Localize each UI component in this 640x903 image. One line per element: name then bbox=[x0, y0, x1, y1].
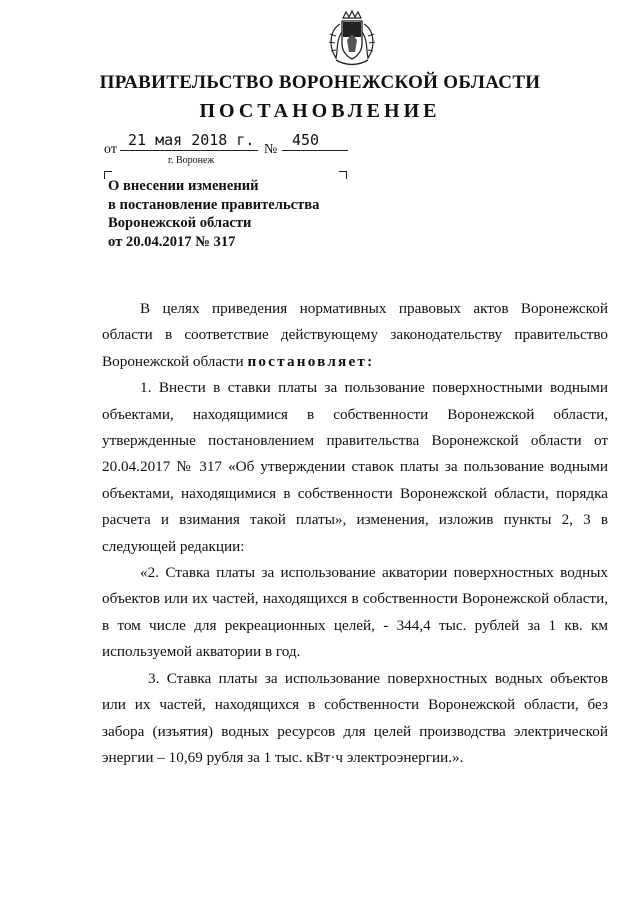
item-2-paragraph: «2. Ставка платы за использование акватории поверхностных водных объектов или их частей, находящихся в собственности Воронежской области, в том числе для рекреационных целей, - 344,4 тыс. рублей за 1 кв. км используемой акватории в год. bbox=[102, 564, 608, 661]
city-label: г. Воронеж bbox=[168, 155, 215, 166]
bracket-right bbox=[339, 171, 347, 179]
number-value: 450 bbox=[292, 131, 320, 149]
subject-line: О внесении изменений bbox=[108, 178, 259, 194]
item-3-paragraph: 3. Ставка платы за использование поверхностных водных объектов или их частей, находящихся в собственности Воронежской области, без забора (изъятия) водных ресурсов для целей производства электрической энергии – 10,69 рубля за 1 тыс. кВт·ч электроэнергии.». bbox=[102, 669, 608, 766]
document-body bbox=[102, 296, 608, 771]
item-1-paragraph: 1. Внести в ставки платы за пользование поверхностными водными объектами, находящимися в собственности Воронежской области, утвержденные постановлением правительства Воронежской области от 20.04.2017 № 317 «Об утверждении ставок платы за пользование водными объектами, находящимися в собственности Воронежской области, порядка расчета и взимания такой платы», изменения, изложив пункты 2, 3 в следующей редакции: bbox=[102, 379, 608, 555]
subject-line: от 20.04.2017 № 317 bbox=[108, 233, 236, 250]
subject-line: в постановление правительства bbox=[108, 196, 320, 213]
preamble-text: В целях приведения нормативных правовых актов Воронежской области в соответствие действующему законодательству правительство Воронежской области bbox=[102, 300, 608, 370]
date-value: 21 мая 2018 г. bbox=[128, 131, 255, 149]
document-subject bbox=[108, 177, 319, 251]
preamble-paragraph bbox=[102, 296, 608, 375]
organization-title: ПРАВИТЕЛЬСТВО ВОРОНЕЖСКОЙ ОБЛАСТИ bbox=[99, 72, 541, 93]
document-type: ПОСТАНОВЛЕНИЕ bbox=[199, 100, 441, 122]
decree-word: постановляет: bbox=[247, 352, 375, 370]
date-prefix: от bbox=[104, 142, 117, 157]
number-underline bbox=[282, 150, 348, 151]
subject-line: Воронежской области bbox=[108, 215, 252, 231]
voronezh-coat-of-arms-icon bbox=[326, 10, 378, 68]
number-prefix: № bbox=[264, 142, 278, 157]
date-underline bbox=[120, 150, 258, 151]
